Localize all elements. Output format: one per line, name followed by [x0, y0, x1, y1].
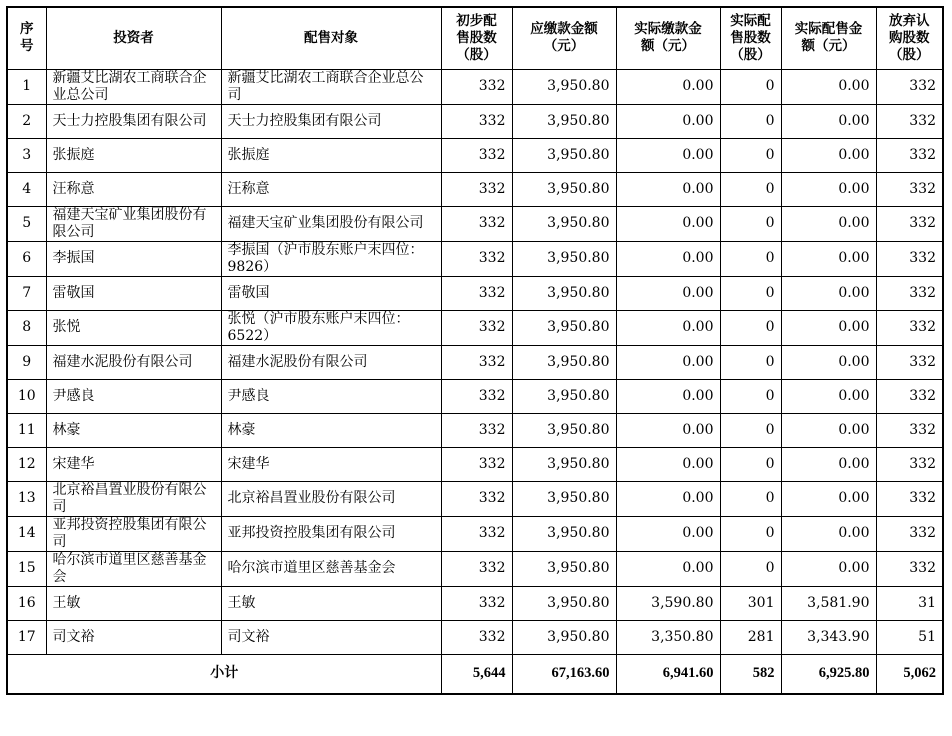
- cell-investor: 福建水泥股份有限公司: [46, 345, 221, 379]
- cell-seq: 8: [7, 310, 46, 345]
- table-row: [7, 104, 943, 138]
- cell-amount-paid: 0.00: [616, 413, 720, 447]
- cell-amount-paid: 0.00: [616, 172, 720, 206]
- cell-seq: 10: [7, 379, 46, 413]
- cell-forfeited-shares: 332: [876, 104, 943, 138]
- cell-amount-paid: 0.00: [616, 69, 720, 104]
- table-row: [7, 206, 943, 241]
- table-row: [7, 551, 943, 586]
- cell-seq: 6: [7, 241, 46, 276]
- cell-forfeited-shares: 332: [876, 516, 943, 551]
- cell-amount-due: 3,950.80: [512, 276, 616, 310]
- header-seq: 序 号: [7, 7, 46, 69]
- table-row: [7, 447, 943, 481]
- cell-investor: 李振国: [46, 241, 221, 276]
- table-row: [7, 138, 943, 172]
- cell-forfeited-shares: 332: [876, 379, 943, 413]
- table-row: [7, 172, 943, 206]
- table-body: [7, 69, 943, 654]
- cell-investor: 宋建华: [46, 447, 221, 481]
- table-row: [7, 620, 943, 654]
- cell-amount-due: 3,950.80: [512, 481, 616, 516]
- cell-amount-paid: 0.00: [616, 206, 720, 241]
- cell-allocated-amount: 0.00: [781, 481, 876, 516]
- cell-allocation-target: 李振国（沪市股东账户末四位：9826）: [221, 241, 441, 276]
- cell-allocation-target: 雷敬国: [221, 276, 441, 310]
- cell-investor: 新疆艾比湖农工商联合企业总公司: [46, 69, 221, 104]
- cell-allocated-amount: 0.00: [781, 379, 876, 413]
- cell-allocated-shares: 0: [720, 413, 781, 447]
- cell-forfeited-shares: 332: [876, 413, 943, 447]
- cell-allocated-shares: 0: [720, 516, 781, 551]
- cell-allocation-target: 天士力控股集团有限公司: [221, 104, 441, 138]
- cell-allocated-shares: 0: [720, 104, 781, 138]
- subtotal-amount-paid: 6,941.60: [616, 654, 720, 694]
- cell-allocation-target: 福建天宝矿业集团股份有限公司: [221, 206, 441, 241]
- cell-investor: 张振庭: [46, 138, 221, 172]
- cell-amount-due: 3,950.80: [512, 241, 616, 276]
- cell-seq: 12: [7, 447, 46, 481]
- cell-forfeited-shares: 332: [876, 69, 943, 104]
- cell-allocation-target: 北京裕昌置业股份有限公司: [221, 481, 441, 516]
- subtotal-initial-shares: 5,644: [441, 654, 512, 694]
- subtotal-label: 小计: [7, 654, 441, 694]
- cell-initial-shares: 332: [441, 172, 512, 206]
- cell-seq: 1: [7, 69, 46, 104]
- cell-initial-shares: 332: [441, 413, 512, 447]
- table-row: [7, 345, 943, 379]
- cell-allocated-shares: 0: [720, 379, 781, 413]
- subtotal-allocated-amount: 6,925.80: [781, 654, 876, 694]
- cell-investor: 亚邦投资控股集团有限公司: [46, 516, 221, 551]
- cell-forfeited-shares: 332: [876, 241, 943, 276]
- table-row: [7, 516, 943, 551]
- cell-initial-shares: 332: [441, 69, 512, 104]
- cell-seq: 2: [7, 104, 46, 138]
- cell-forfeited-shares: 332: [876, 310, 943, 345]
- header-allocated-shares: 实际配 售股数 （股）: [720, 7, 781, 69]
- cell-seq: 13: [7, 481, 46, 516]
- cell-seq: 4: [7, 172, 46, 206]
- cell-amount-paid: 0.00: [616, 481, 720, 516]
- cell-forfeited-shares: 332: [876, 172, 943, 206]
- cell-investor: 张悦: [46, 310, 221, 345]
- cell-allocated-shares: 0: [720, 551, 781, 586]
- cell-seq: 14: [7, 516, 46, 551]
- cell-seq: 16: [7, 586, 46, 620]
- cell-allocated-shares: 0: [720, 310, 781, 345]
- cell-amount-due: 3,950.80: [512, 551, 616, 586]
- cell-allocated-amount: 0.00: [781, 413, 876, 447]
- cell-forfeited-shares: 332: [876, 551, 943, 586]
- header-allocated-amount: 实际配售金 额（元）: [781, 7, 876, 69]
- subtotal-forfeited-shares: 5,062: [876, 654, 943, 694]
- cell-allocated-amount: 0.00: [781, 69, 876, 104]
- cell-initial-shares: 332: [441, 447, 512, 481]
- cell-allocation-target: 张振庭: [221, 138, 441, 172]
- cell-allocated-amount: 0.00: [781, 241, 876, 276]
- cell-initial-shares: 332: [441, 241, 512, 276]
- cell-allocated-shares: 281: [720, 620, 781, 654]
- cell-allocated-amount: 0.00: [781, 206, 876, 241]
- cell-allocated-amount: 0.00: [781, 276, 876, 310]
- cell-forfeited-shares: 51: [876, 620, 943, 654]
- cell-amount-paid: 0.00: [616, 551, 720, 586]
- header-initial-shares: 初步配 售股数 （股）: [441, 7, 512, 69]
- cell-investor: 司文裕: [46, 620, 221, 654]
- cell-amount-due: 3,950.80: [512, 516, 616, 551]
- cell-forfeited-shares: 31: [876, 586, 943, 620]
- cell-allocation-target: 亚邦投资控股集团有限公司: [221, 516, 441, 551]
- cell-initial-shares: 332: [441, 206, 512, 241]
- table-header: [7, 7, 943, 69]
- cell-amount-due: 3,950.80: [512, 104, 616, 138]
- cell-allocation-target: 林豪: [221, 413, 441, 447]
- cell-forfeited-shares: 332: [876, 206, 943, 241]
- cell-allocation-target: 尹感良: [221, 379, 441, 413]
- cell-seq: 5: [7, 206, 46, 241]
- cell-allocated-shares: 0: [720, 481, 781, 516]
- header-forfeited-shares: 放弃认 购股数 （股）: [876, 7, 943, 69]
- table-footer: [7, 654, 943, 694]
- cell-amount-paid: 0.00: [616, 379, 720, 413]
- cell-forfeited-shares: 332: [876, 447, 943, 481]
- cell-allocated-amount: 3,581.90: [781, 586, 876, 620]
- header-investor: 投资者: [46, 7, 221, 69]
- table-row: [7, 69, 943, 104]
- cell-amount-paid: 0.00: [616, 447, 720, 481]
- subtotal-row: [7, 654, 943, 694]
- cell-amount-paid: 0.00: [616, 104, 720, 138]
- cell-amount-paid: 0.00: [616, 345, 720, 379]
- cell-seq: 7: [7, 276, 46, 310]
- header-row: [7, 7, 943, 69]
- cell-amount-paid: 0.00: [616, 138, 720, 172]
- cell-allocated-amount: 0.00: [781, 172, 876, 206]
- cell-amount-due: 3,950.80: [512, 586, 616, 620]
- cell-amount-due: 3,950.80: [512, 379, 616, 413]
- cell-initial-shares: 332: [441, 379, 512, 413]
- cell-amount-due: 3,950.80: [512, 206, 616, 241]
- cell-forfeited-shares: 332: [876, 345, 943, 379]
- cell-seq: 11: [7, 413, 46, 447]
- cell-forfeited-shares: 332: [876, 276, 943, 310]
- cell-amount-paid: 0.00: [616, 310, 720, 345]
- cell-allocated-shares: 301: [720, 586, 781, 620]
- cell-allocation-target: 王敏: [221, 586, 441, 620]
- subtotal-allocated-shares: 582: [720, 654, 781, 694]
- cell-investor: 王敏: [46, 586, 221, 620]
- cell-allocated-amount: 0.00: [781, 551, 876, 586]
- cell-allocation-target: 哈尔滨市道里区慈善基金会: [221, 551, 441, 586]
- cell-amount-due: 3,950.80: [512, 413, 616, 447]
- cell-investor: 林豪: [46, 413, 221, 447]
- cell-allocated-shares: 0: [720, 241, 781, 276]
- table-row: [7, 276, 943, 310]
- cell-amount-due: 3,950.80: [512, 447, 616, 481]
- cell-allocated-amount: 3,343.90: [781, 620, 876, 654]
- cell-allocation-target: 新疆艾比湖农工商联合企业总公司: [221, 69, 441, 104]
- cell-allocated-amount: 0.00: [781, 138, 876, 172]
- cell-allocated-amount: 0.00: [781, 516, 876, 551]
- cell-allocation-target: 司文裕: [221, 620, 441, 654]
- cell-amount-paid: 3,350.80: [616, 620, 720, 654]
- table-row: [7, 586, 943, 620]
- cell-allocated-amount: 0.00: [781, 447, 876, 481]
- table-row: [7, 379, 943, 413]
- cell-initial-shares: 332: [441, 276, 512, 310]
- cell-initial-shares: 332: [441, 310, 512, 345]
- cell-forfeited-shares: 332: [876, 138, 943, 172]
- cell-allocation-target: 汪称意: [221, 172, 441, 206]
- header-amount-due: 应缴款金额 （元）: [512, 7, 616, 69]
- cell-initial-shares: 332: [441, 586, 512, 620]
- cell-allocated-shares: 0: [720, 172, 781, 206]
- cell-initial-shares: 332: [441, 138, 512, 172]
- cell-investor: 天士力控股集团有限公司: [46, 104, 221, 138]
- cell-allocated-shares: 0: [720, 447, 781, 481]
- cell-amount-paid: 0.00: [616, 241, 720, 276]
- table-row: [7, 241, 943, 276]
- cell-seq: 3: [7, 138, 46, 172]
- cell-initial-shares: 332: [441, 104, 512, 138]
- cell-initial-shares: 332: [441, 620, 512, 654]
- cell-amount-paid: 3,590.80: [616, 586, 720, 620]
- cell-initial-shares: 332: [441, 345, 512, 379]
- header-amount-paid: 实际缴款金 额（元）: [616, 7, 720, 69]
- cell-allocation-target: 宋建华: [221, 447, 441, 481]
- cell-investor: 汪称意: [46, 172, 221, 206]
- cell-initial-shares: 332: [441, 481, 512, 516]
- table-row: [7, 310, 943, 345]
- cell-amount-due: 3,950.80: [512, 172, 616, 206]
- cell-investor: 雷敬国: [46, 276, 221, 310]
- cell-allocated-amount: 0.00: [781, 104, 876, 138]
- cell-amount-due: 3,950.80: [512, 310, 616, 345]
- subtotal-amount-due: 67,163.60: [512, 654, 616, 694]
- cell-allocated-amount: 0.00: [781, 345, 876, 379]
- cell-amount-due: 3,950.80: [512, 345, 616, 379]
- cell-allocation-target: 福建水泥股份有限公司: [221, 345, 441, 379]
- cell-investor: 福建天宝矿业集团股份有限公司: [46, 206, 221, 241]
- cell-investor: 尹感良: [46, 379, 221, 413]
- cell-allocated-shares: 0: [720, 345, 781, 379]
- cell-amount-paid: 0.00: [616, 276, 720, 310]
- cell-allocated-shares: 0: [720, 69, 781, 104]
- cell-allocation-target: 张悦（沪市股东账户末四位：6522）: [221, 310, 441, 345]
- cell-amount-due: 3,950.80: [512, 620, 616, 654]
- cell-seq: 17: [7, 620, 46, 654]
- cell-seq: 15: [7, 551, 46, 586]
- cell-allocated-amount: 0.00: [781, 310, 876, 345]
- cell-initial-shares: 332: [441, 551, 512, 586]
- cell-amount-paid: 0.00: [616, 516, 720, 551]
- allocation-table: [6, 6, 944, 695]
- cell-investor: 哈尔滨市道里区慈善基金会: [46, 551, 221, 586]
- cell-amount-due: 3,950.80: [512, 138, 616, 172]
- table-row: [7, 413, 943, 447]
- cell-allocated-shares: 0: [720, 276, 781, 310]
- cell-seq: 9: [7, 345, 46, 379]
- cell-initial-shares: 332: [441, 516, 512, 551]
- cell-forfeited-shares: 332: [876, 481, 943, 516]
- cell-allocated-shares: 0: [720, 138, 781, 172]
- cell-amount-due: 3,950.80: [512, 69, 616, 104]
- table-row: [7, 481, 943, 516]
- cell-allocated-shares: 0: [720, 206, 781, 241]
- header-allocation-target: 配售对象: [221, 7, 441, 69]
- cell-investor: 北京裕昌置业股份有限公司: [46, 481, 221, 516]
